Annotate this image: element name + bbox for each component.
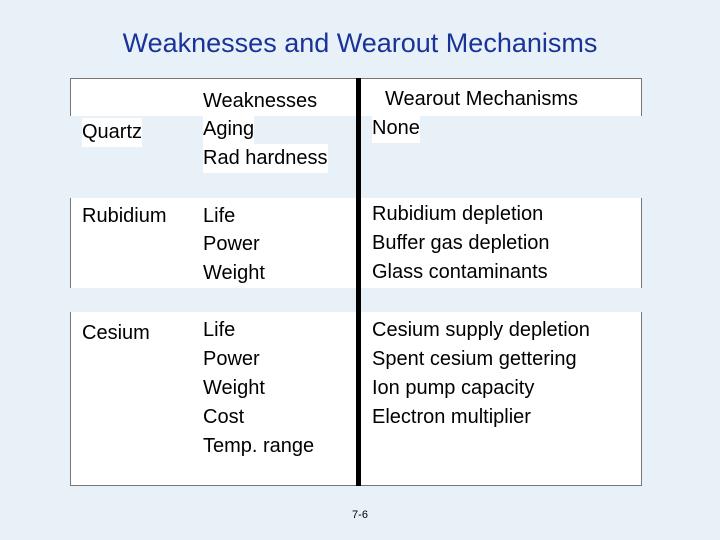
slide-title: Weaknesses and Wearout Mechanisms — [122, 28, 598, 58]
cesium-weakness: Weight — [203, 374, 265, 403]
cesium-weakness: Life — [203, 316, 235, 345]
cesium-wearout: Cesium supply depletion — [372, 316, 590, 345]
page-number: 7-6 — [352, 509, 368, 521]
rubidium-weakness: Life — [203, 202, 235, 231]
quartz-wearout: None — [372, 114, 420, 143]
rubidium-weakness: Weight — [203, 259, 265, 288]
cesium-wearout: Electron multiplier — [372, 403, 531, 432]
rubidium-weakness: Power — [203, 230, 260, 259]
column-divider — [356, 78, 361, 486]
header-wearout: Wearout Mechanisms — [385, 88, 579, 110]
cesium-wearout: Spent cesium gettering — [372, 345, 577, 374]
cesium-weakness: Power — [203, 345, 260, 374]
rubidium-wearout: Rubidium depletion — [372, 200, 543, 229]
quartz-weakness: Rad hardness — [203, 144, 328, 173]
cesium-weakness: Cost — [203, 403, 244, 432]
row-name-cesium: Cesium — [82, 319, 150, 348]
cesium-weakness: Temp. range — [203, 432, 314, 461]
cesium-wearout: Ion pump capacity — [372, 374, 534, 403]
quartz-weakness: Aging — [203, 115, 254, 144]
row-name-rubidium: Rubidium — [82, 202, 166, 231]
rubidium-wearout: Glass contaminants — [372, 258, 548, 287]
row-name-quartz: Quartz — [82, 118, 142, 147]
rubidium-wearout: Buffer gas depletion — [372, 229, 550, 258]
header-weaknesses: Weaknesses — [203, 90, 318, 112]
